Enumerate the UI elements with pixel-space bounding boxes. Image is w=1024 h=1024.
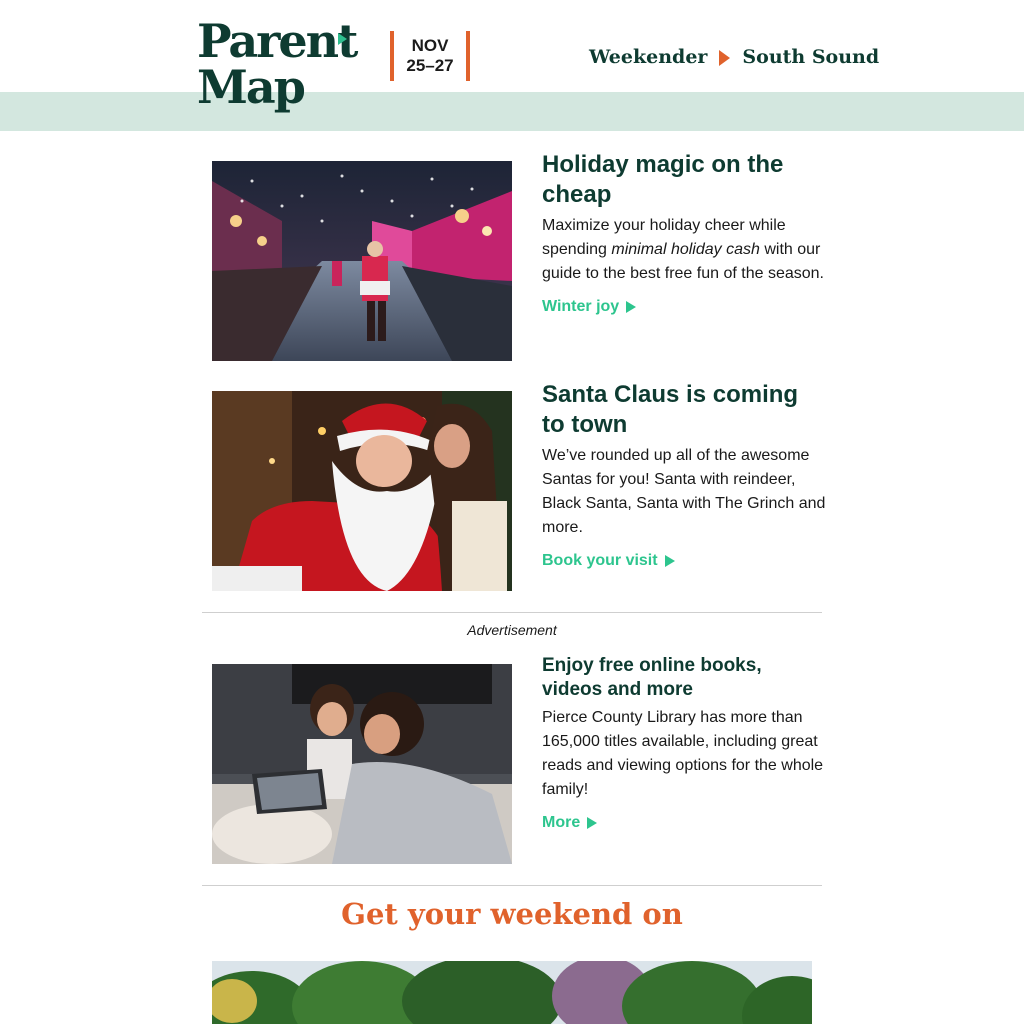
- article-title[interactable]: Santa Claus is coming to town: [542, 381, 799, 438]
- article-description: Maximize your holiday cheer while spending minimal holiday cash with our guide to the best free fun of the season.: [542, 217, 824, 282]
- article-description: We’ve rounded up all of the awesome Santas for you! Santa with reindeer, Black Santa, Santa with The Grinch and more.: [542, 447, 826, 536]
- edition-breadcrumb: [589, 44, 879, 70]
- ad-title[interactable]: Enjoy free online books, videos and more: [542, 655, 762, 700]
- issue-days: 25–27: [406, 56, 454, 75]
- holiday-parade-image[interactable]: [212, 161, 512, 361]
- article-santa: [542, 380, 827, 572]
- breadcrumb-region[interactable]: South Sound: [742, 46, 880, 68]
- issue-date: [390, 31, 470, 81]
- weekend-hero-image[interactable]: [212, 961, 812, 1024]
- santa-image[interactable]: [212, 391, 512, 591]
- play-arrow-icon: [626, 301, 636, 313]
- parentmap-logo[interactable]: [197, 14, 357, 120]
- section-heading: Get your weekend on: [341, 897, 683, 931]
- library-ad: [542, 654, 827, 834]
- article-holiday: [542, 150, 827, 318]
- book-visit-link[interactable]: Book your visit: [542, 550, 675, 572]
- library-ad-image[interactable]: [212, 664, 512, 864]
- logo-play-icon: [338, 33, 347, 45]
- arrow-right-icon: [719, 50, 730, 66]
- article-title[interactable]: Holiday magic on the cheap: [542, 151, 784, 208]
- play-arrow-icon: [665, 555, 675, 567]
- winter-joy-link[interactable]: Winter joy: [542, 296, 636, 318]
- divider: [202, 885, 822, 886]
- logo-line-2: Map: [197, 60, 304, 114]
- advertisement-label: Advertisement: [467, 622, 557, 638]
- play-arrow-icon: [587, 817, 597, 829]
- logo-line-1: Parent: [197, 14, 357, 68]
- ad-description: Pierce County Library has more than 165,000 titles available, including great reads and viewing options for the whole family!: [542, 709, 824, 798]
- issue-month: NOV: [411, 36, 449, 55]
- divider: [202, 612, 822, 613]
- header-band: [0, 92, 1024, 131]
- breadcrumb-weekender[interactable]: Weekender: [589, 46, 708, 68]
- more-link[interactable]: More: [542, 812, 597, 834]
